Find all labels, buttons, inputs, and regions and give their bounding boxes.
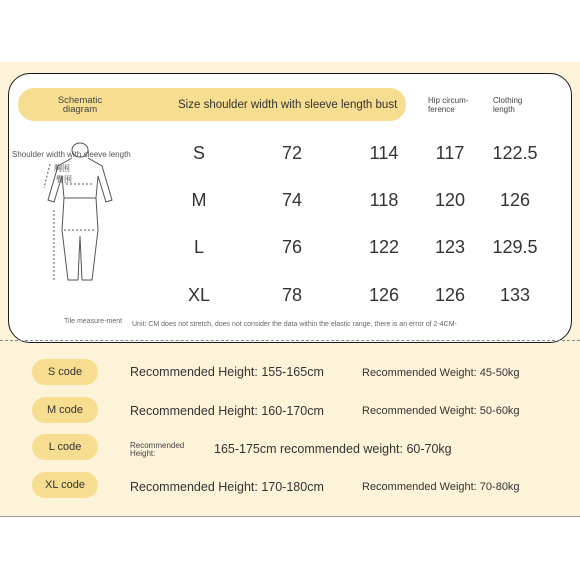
unit-note: Unit: CM does not stretch, does not consider the data within the elastic range, there is an error of 2-4CM- [132,321,457,328]
bust-cell: 118 [369,190,399,210]
size-cell: XL [187,285,211,305]
dashed-divider [0,340,580,341]
header-clothing-label: Clothing length [493,96,523,114]
shoulder-cell: 74 [281,190,303,210]
size-code-badge: XL code [32,472,98,498]
hip-cell: 120 [434,190,466,210]
recommended-height-small: Recommended Height: [130,441,185,458]
size-code-badge: S code [32,359,98,385]
recommended-height: Recommended Height: 160-170cm [130,404,324,418]
size-cell: L [193,237,204,257]
hip-cell: 126 [434,285,466,305]
header-main-label: Size shoulder width with sleeve length bust [178,99,398,111]
bust-cell: 122 [368,237,400,257]
bust-cell: 114 [369,143,399,163]
length-cell: 126 [499,190,531,210]
recommended-combined: 165-175cm recommended weight: 60-70kg [214,442,452,456]
recommended-weight: Recommended Weight: 50-60kg [362,405,520,417]
garment-diagram [30,140,140,300]
hip-cell: 117 [435,143,465,163]
recommended-height: Recommended Height: 155-165cm [130,365,324,379]
bust-cell: 126 [368,285,400,305]
length-cell: 129.5 [492,237,538,257]
shoulder-cell: 78 [281,285,303,305]
size-code-badge: M code [32,397,98,423]
recommended-weight: Recommended Weight: 70-80kg [362,481,520,493]
recommended-height: Recommended Height: 170-180cm [130,480,324,494]
diagram-chest-label: 胸围 [54,164,70,173]
tile-measure-note: Tile measure-ment [64,318,123,325]
length-cell: 133 [499,285,531,305]
length-cell: 122.5 [492,143,538,163]
bottom-border [0,516,580,517]
shoulder-cell: 76 [281,237,303,257]
shoulder-cell: 72 [281,143,303,163]
hip-cell: 123 [434,237,466,257]
header-diagram-label: Schematic diagram [57,95,103,115]
size-cell: S [192,143,205,163]
header-hip-label: Hip circum-ference [428,96,469,114]
size-code-badge: L code [32,434,98,460]
size-cell: M [191,190,207,210]
diagram-shoulder-label: Shoulder width with sleeve length [12,150,131,159]
diagram-waist-label: 臀围 [56,175,72,184]
recommended-weight: Recommended Weight: 45-50kg [362,367,520,379]
